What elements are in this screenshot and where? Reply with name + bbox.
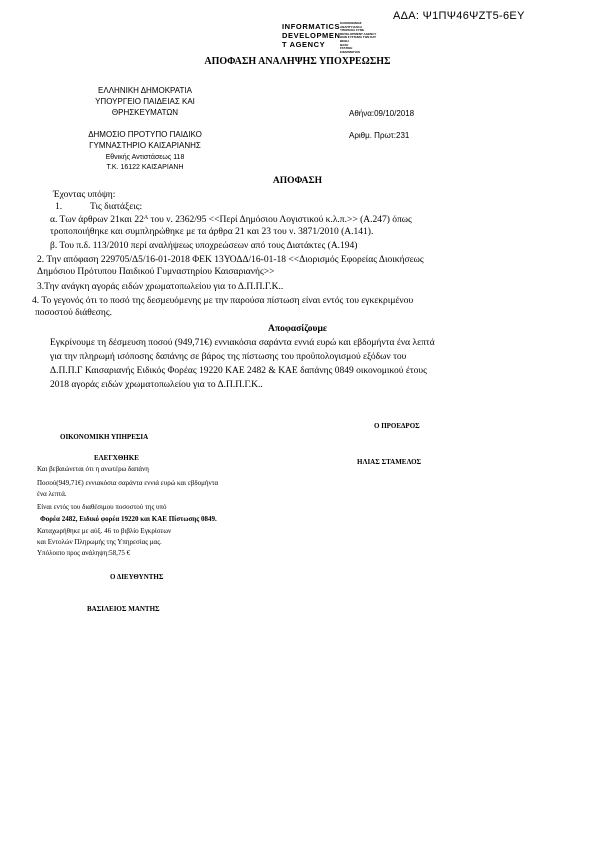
logo-small-6: ΒΕΘΗ bbox=[340, 39, 349, 43]
decision-line-1: Εγκρίνουμε τη δέσμευση ποσού (949,71€) εννιακόσια σαράντα εννιά ευρώ και εβδομήντα ένα λεπτά bbox=[50, 338, 435, 348]
checked-label: ΕΛΕΓΧΘΗΚΕ bbox=[94, 454, 139, 462]
item-a-line-1 bbox=[50, 215, 538, 225]
logo-line-2: DEVELOPMEN bbox=[282, 31, 341, 40]
check-line-7: και Εντολών Πληρωμής της Υπηρεσίας μας. bbox=[37, 538, 162, 546]
logo-line-1: INFORMATICS bbox=[282, 22, 341, 31]
check-line-8: Υπόλοιπο προς ανάληψη:58,75 € bbox=[37, 549, 131, 557]
director-title: Ο ΔΙΕΥΘΥΝΤΗΣ bbox=[110, 573, 164, 581]
decision-line-2: για την πληρωμή ισόποσης δαπάνης σε βάρος της πίστωσης του προϋπολογισμού εξόδων του bbox=[50, 352, 407, 362]
school-name-line-1: ΔΗΜΟΣΙΟ ΠΡΟΤΥΠΟ ΠΑΙΔΙΚΟ bbox=[88, 130, 202, 139]
decision-heading: ΑΠΟΦΑΣΗ bbox=[272, 176, 323, 186]
logo-small-9: ΕΦΑΡΜΟΓΩΝ bbox=[340, 49, 360, 54]
director-name: ΒΑΣΙΛΕΙΟΣ ΜΑΝΤΗΣ bbox=[87, 605, 160, 613]
issuer-line-2: ΥΠΟΥΡΓΕΙΟ ΠΑΙΔΕΙΑΣ ΚΑΙ bbox=[95, 97, 195, 106]
logo-small-3: ΥΠΗΡΕΣΙΑ ΣΥΝΕ bbox=[340, 28, 364, 33]
logo-line-3: T AGENCY bbox=[282, 40, 326, 49]
ada-code: ΑΔΑ: Ψ1ΠΨ46ΨΖΤ5-6ΕΥ bbox=[393, 10, 525, 22]
item-a-text-before: α. Των άρθρων 21και 22 bbox=[50, 215, 144, 225]
item-2-line-1: 2. Την απόφαση 229705/Δ5/16-01-2018 ΦΕΚ 13ΥΟΔΔ/16-01-18 <<Διορισμός Εφορείας Διοικήσεως bbox=[37, 255, 424, 265]
check-line-3: ένα λεπτά. bbox=[37, 490, 67, 498]
president-name: ΗΛΙΑΣ ΣΤΑΜΕΛΟΣ bbox=[357, 458, 422, 466]
logo-small-2: ΑΝΑΠΤΥΞΙΑΚΗ bbox=[340, 24, 362, 29]
logo-small-8: ΣΤΑΤΙΚΗ bbox=[340, 46, 353, 51]
item-a-text-after: του ν. 2362/95 <<Περί Δημόσιου Λογιστικού κ.λ.π.>> (Α.247) όπως bbox=[148, 215, 412, 225]
item-a-superscript: Α bbox=[143, 215, 149, 221]
logo-small-5: ΩΩΝ ΣΥΣΤΗΜΑ ΤΩΝ ΚΑΤ bbox=[340, 35, 377, 40]
issuer-line-3: ΘΡΗΣΚΕΥΜΑΤΩΝ bbox=[111, 108, 179, 117]
finance-service-title: ΟΙΚΟΝΟΜΙΚΗ ΥΠΗΡΕΣΙΑ bbox=[60, 433, 149, 441]
decide-heading: Αποφασίζουμε bbox=[268, 324, 327, 334]
item-b-line: β. Του π.δ. 113/2010 περί αναλήψεως υποχρεώσεων από τους Διατάκτες (Α.194) bbox=[50, 241, 358, 251]
protocol-number: Αριθμ. Πρωτ:231 bbox=[349, 131, 410, 140]
decision-line-4: 2018 αγοράς ειδών χρωματοπωλείου για το Δ.Π.Π.Γ.Κ.. bbox=[50, 380, 263, 390]
check-line-5: Φορέα 2482, Ειδικό φορέα 19220 και ΚΑΕ Πίστωσης 0849. bbox=[40, 515, 217, 523]
item-3-line: 3.Την ανάγκη αγοράς ειδών χρωματοπωλείου για το Δ.Π.Π.Γ.Κ.. bbox=[37, 282, 284, 292]
issuer-line-1: ΕΛΛΗΝΙΚΗ ΔΗΜΟΚΡΑΤΙΑ bbox=[98, 86, 192, 95]
considering-label: Έχοντας υπόψη: bbox=[53, 190, 116, 200]
check-line-4: Είναι εντός του διαθέσιμου ποσοστού της υπό bbox=[37, 503, 167, 511]
item-4-line-2: ποσοστού διάθεσης. bbox=[35, 308, 112, 318]
logo-small-1: ΚΛΙΚΟΙΝΩΝΙΑΣ bbox=[340, 21, 362, 25]
school-address-line-2: Τ.Κ. 16122 ΚΑΙΣΑΡΙΑΝΗ bbox=[106, 164, 184, 171]
decision-line-3: Δ.Π.Π.Γ Καισαριανής Ειδικός Φορέας 19220 ΚΑΕ 2482 & ΚΑΕ δαπάνης 0849 οικονομικού έτους bbox=[50, 366, 427, 376]
item-a-line-2: τροποποιήθηκε και συμπληρώθηκε με τα άρθρα 21 και 23 του ν. 3871/2010 (Α.141). bbox=[50, 227, 374, 237]
logo-small-7: ΒΑΣΗ bbox=[340, 42, 349, 47]
school-name-line-2: ΓΥΜΝΑΣΤΗΡΙΟ ΚΑΙΣΑΡΙΑΝΗΣ bbox=[89, 141, 201, 150]
item-1-number: 1. bbox=[55, 202, 63, 212]
logo-small-4: DEVELOPMENT AGENCY bbox=[340, 31, 377, 36]
document-title: ΑΠΟΦΑΣΗ ΑΝΑΛΗΨΗΣ ΥΠΟΧΡΕΩΣΗΣ bbox=[204, 56, 391, 67]
issue-date: Αθήνα:09/10/2018 bbox=[349, 109, 415, 118]
item-4-line-1: 4. Το γεγονός ότι το ποσό της δεσμευόμενης με την παρούσα πίστωση είναι εντός του εγκεκριμένου bbox=[32, 296, 414, 306]
school-address-line-1: Εθνικής Αντιστάσεως 118 bbox=[105, 154, 185, 161]
check-line-6: Καταχωρήθηκε με αύξ. 46 το βιβλίο Εγκρίσεων bbox=[37, 527, 172, 535]
president-title: Ο ΠΡΟΕΔΡΟΣ bbox=[374, 422, 420, 430]
item-1-text: Τις διατάξεις: bbox=[90, 202, 143, 212]
check-line-2: Ποσού(949,71€) εννιακόσια σαράντα εννιά ευρώ και εβδομήντα bbox=[37, 479, 219, 487]
check-line-1: Και βεβαιώνεται ότι η ανωτέρω δαπάνη bbox=[37, 465, 149, 473]
item-2-line-2: Δημόσιου Πρότυπου Παιδικού Γυμναστηρίου Καισαριανής>> bbox=[37, 267, 275, 277]
